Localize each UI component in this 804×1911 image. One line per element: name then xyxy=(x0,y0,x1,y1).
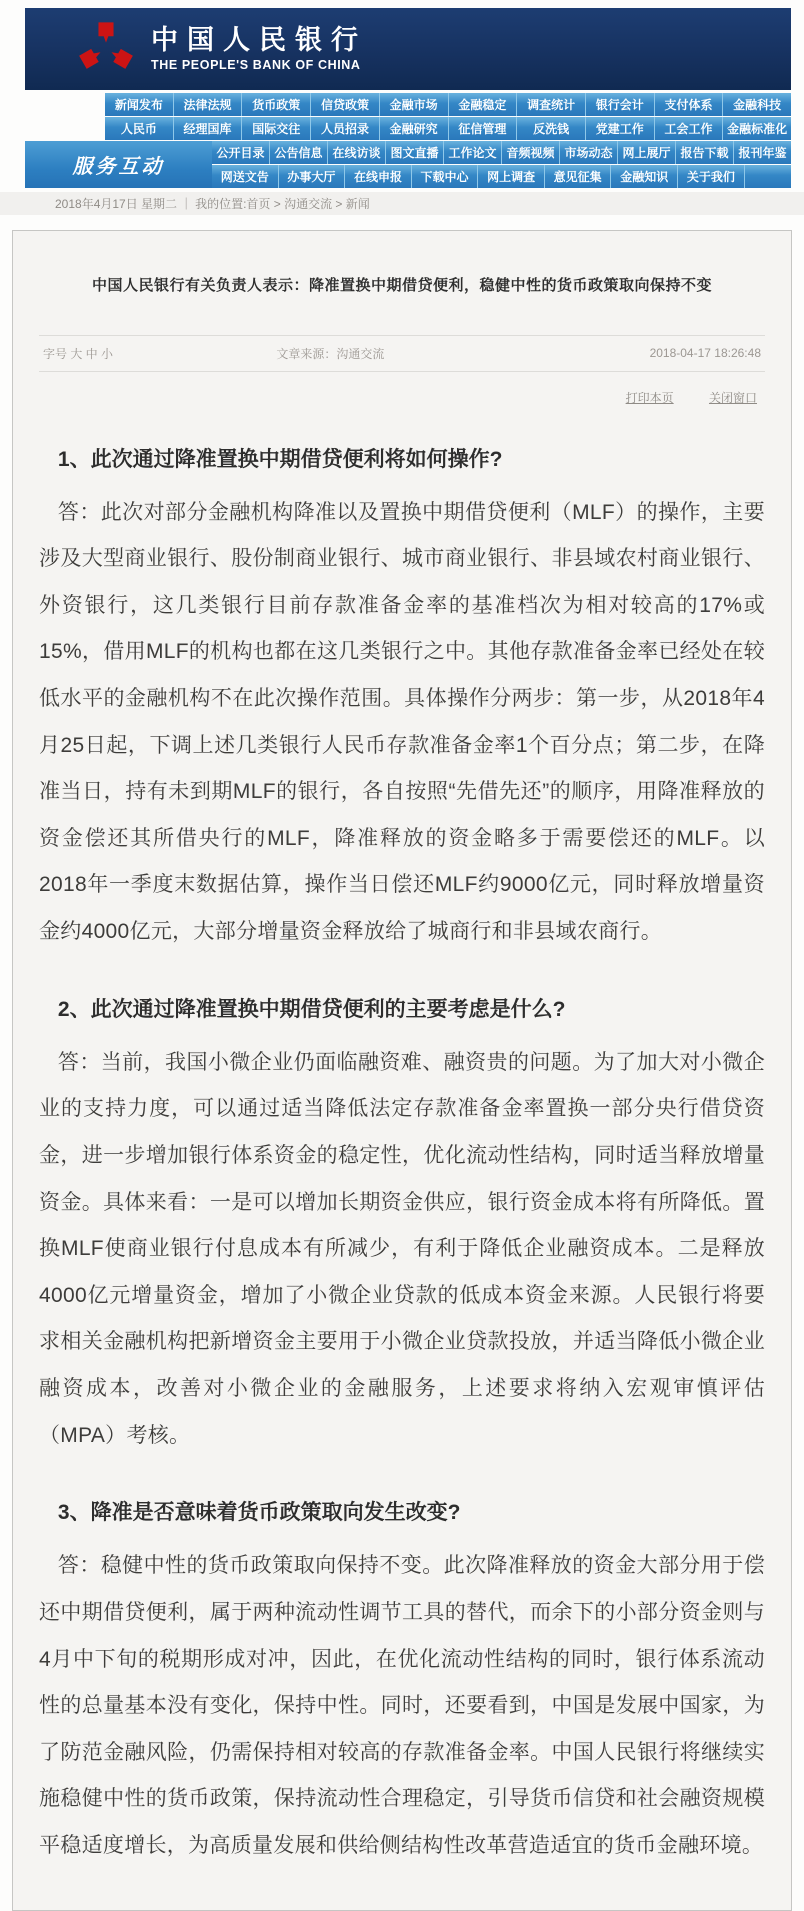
nav-item[interactable]: 公开目录 xyxy=(212,141,270,164)
nav-item[interactable]: 在线访谈 xyxy=(328,141,386,164)
answer-paragraph: 答：当前，我国小微企业仍面临融资难、融资贵的问题。为了加大对小微企业的支持力度，可以通过适当降低法定存款准备金率置换一部分央行借贷资金，进一步增加银行体系资金的稳定性，优化流动性结构，同时适当释放增量资金。具体来看：一是可以增加长期资金供应，银行资金成本将有所降低。置换MLF使商业银行付息成本有所减少，有利于降低企业融资成本。二是释放4000亿元增量资金，增加了小微企业贷款的低成本资金来源。人民银行将要求相关金融机构把新增资金主要用于小微企业贷款投放，并适当降低小微企业融资成本，改善对小微企业的金融服务，上述要求将纳入宏观审慎评估（MPA）考核。 xyxy=(39,1050,765,1447)
question-heading: 2、此次通过降准置换中期借贷便利的主要考虑是什么? xyxy=(57,997,566,1021)
nav-item[interactable]: 公告信息 xyxy=(270,141,328,164)
nav-item[interactable]: 市场动态 xyxy=(560,141,618,164)
nav-item[interactable]: 在线申报 xyxy=(345,165,412,188)
nav-item[interactable]: 办事大厅 xyxy=(279,165,346,188)
service-nav-rows xyxy=(212,140,791,188)
nav-row-3 xyxy=(212,141,791,164)
service-nav xyxy=(25,140,791,188)
breadcrumb-date: 2018年4月17日 星期二 xyxy=(55,197,178,211)
service-interaction-label: 服务互动 xyxy=(25,141,212,188)
nav-item[interactable]: 国际交往 xyxy=(242,117,311,140)
nav-item[interactable]: 金融知识 xyxy=(611,165,678,188)
question-heading: 3、降准是否意味着货币政策取向发生改变? xyxy=(57,1501,461,1525)
nav-item[interactable]: 音频视频 xyxy=(502,141,560,164)
nav-item[interactable]: 人民币 xyxy=(105,117,174,140)
nav-item[interactable]: 金融研究 xyxy=(380,117,449,140)
nav-item[interactable]: 金融市场 xyxy=(380,93,449,116)
nav-row-1 xyxy=(105,93,791,116)
logo-title-cn: 中国人民银行 xyxy=(151,24,367,55)
nav-item[interactable]: 报告下载 xyxy=(676,141,734,164)
nav-item[interactable]: 下载中心 xyxy=(412,165,479,188)
nav-item[interactable]: 金融标准化 xyxy=(727,122,788,136)
nav-item[interactable]: 网上展厅 xyxy=(618,141,676,164)
nav-row-2 xyxy=(105,117,791,140)
nav-item[interactable]: 图文直播 xyxy=(386,141,444,164)
close-window-link[interactable]: 关闭窗口 xyxy=(708,390,757,405)
nav-row-filler xyxy=(745,165,791,188)
nav-item[interactable]: 报刊年鉴 xyxy=(738,146,787,160)
article-meta xyxy=(39,335,765,372)
article-source: 文章来源：沟通交流 xyxy=(276,346,385,361)
article-body xyxy=(39,438,765,1870)
breadcrumb-separator: ｜ xyxy=(180,197,193,211)
nav-item[interactable]: 征信管理 xyxy=(449,117,518,140)
nav-item[interactable]: 信贷政策 xyxy=(311,93,380,116)
logo-title-en: THE PEOPLE'S BANK OF CHINA xyxy=(151,58,361,73)
article-datetime: 2018-04-17 18:26:48 xyxy=(649,346,761,360)
question-heading: 1、此次通过降准置换中期借贷便利将如何操作? xyxy=(57,447,503,471)
print-page-link[interactable]: 打印本页 xyxy=(625,390,674,405)
logo-text xyxy=(151,26,367,73)
nav-item[interactable]: 经理国库 xyxy=(174,117,243,140)
answer-paragraph: 答：此次对部分金融机构降准以及置换中期借贷便利（MLF）的操作，主要涉及大型商业银行、股份制商业银行、城市商业银行、非县域农村商业银行、外资银行，这几类银行目前存款准备金率的基准档次为相对较高的17%或15%，借用MLF的机构也都在这几类银行之中。其他存款准备金率已经处在较低水平的金融机构不在此次操作范围。具体操作分两步：第一步，从2018年4月25日起，下调上述几类银行人民币存款准备金率1个百分点；第二步，在降准当日，持有未到期MLF的银行，各自按照“先借先还”的顺序，用降准释放的资金偿还其所借央行的MLF，降准释放的资金略多于需要偿还的MLF。以2018年一季度末数据估算，操作当日偿还MLF约9000亿元，同时释放增量资金约4000亿元，大部分增量资金释放给了城商行和非县域农商行。 xyxy=(39,500,765,944)
nav-item[interactable]: 金融稳定 xyxy=(449,93,518,116)
nav-item[interactable]: 人员招录 xyxy=(311,117,380,140)
nav-item[interactable]: 反洗钱 xyxy=(517,117,586,140)
nav-item[interactable]: 网送文告 xyxy=(212,165,279,188)
nav-item[interactable]: 调查统计 xyxy=(517,93,586,116)
nav-item[interactable]: 意见征集 xyxy=(545,165,612,188)
nav-item[interactable]: 工会工作 xyxy=(655,117,724,140)
nav-item[interactable]: 货币政策 xyxy=(242,93,311,116)
nav-item[interactable]: 银行会计 xyxy=(586,93,655,116)
pboc-logo-icon[interactable] xyxy=(77,20,135,78)
nav-row-4 xyxy=(212,165,791,188)
nav-item[interactable]: 工作论文 xyxy=(444,141,502,164)
article-actions xyxy=(39,389,757,406)
nav-item[interactable]: 金融科技 xyxy=(733,98,782,112)
breadcrumb xyxy=(0,192,804,215)
font-size-control[interactable]: 字号 大 中 小 xyxy=(43,346,114,361)
site-header xyxy=(25,8,791,90)
article-card xyxy=(12,230,792,1911)
nav-item[interactable]: 法律法规 xyxy=(174,93,243,116)
main-nav xyxy=(105,92,791,140)
nav-item[interactable]: 关于我们 xyxy=(678,165,745,188)
breadcrumb-path[interactable]: 我的位置:首页 > 沟通交流 > 新闻 xyxy=(195,197,370,211)
article-title: 中国人民银行有关负责人表示：降准置换中期借贷便利，稳健中性的货币政策取向保持不变 xyxy=(91,277,712,294)
answer-paragraph: 答：稳健中性的货币政策取向保持不变。此次降准释放的资金大部分用于偿还中期借贷便利，属于两种流动性调节工具的替代，而余下的小部分资金则与4月中下旬的税期形成对冲，因此，在优化流动性结构的同时，银行体系流动性的总量基本没有变化，保持中性。同时，还要看到，中国是发展中国家，为了防范金融风险，仍需保持相对较高的存款准备金率。中国人民银行将继续实施稳健中性的货币政策，保持流动性合理稳定，引导货币信贷和社会融资规模平稳适度增长，为高质量发展和供给侧结构性改革营造适宜的货币金融环境。 xyxy=(39,1554,765,1858)
nav-item[interactable]: 网上调查 xyxy=(478,165,545,188)
nav-item[interactable]: 支付体系 xyxy=(655,93,724,116)
nav-item[interactable]: 新闻发布 xyxy=(105,93,174,116)
nav-item[interactable]: 党建工作 xyxy=(586,117,655,140)
